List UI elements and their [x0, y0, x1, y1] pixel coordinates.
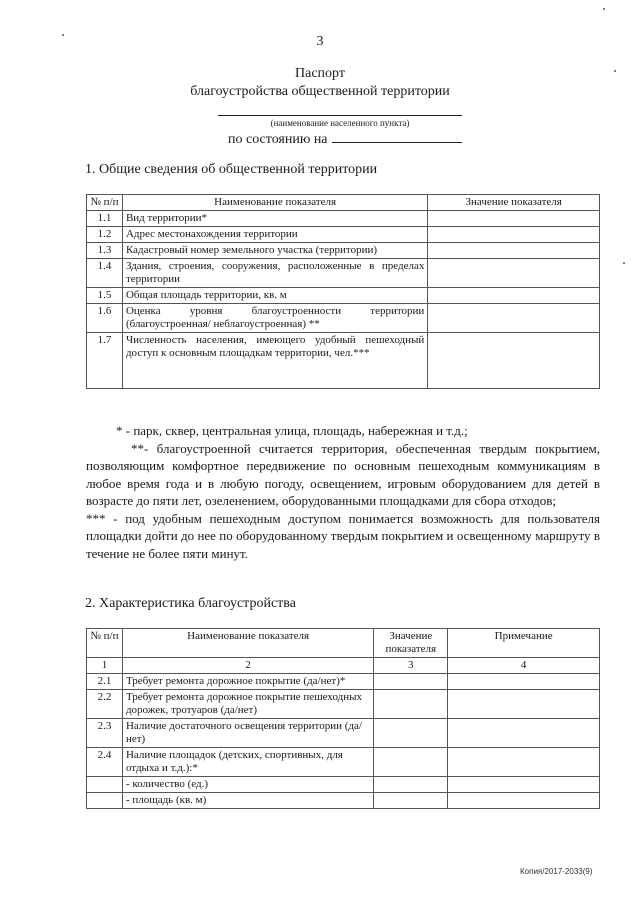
row-num: 1.3	[87, 243, 123, 259]
table-row	[87, 690, 600, 719]
row-num: 2.4	[87, 748, 123, 777]
row-name: Наличие площадок (детских, спортивных, для отдыха и т.д.):*	[122, 748, 373, 777]
header-value: Значение показателя	[374, 629, 448, 658]
row-note	[448, 690, 600, 719]
table-row	[87, 259, 600, 288]
row-num: 1.4	[87, 259, 123, 288]
table-header-row	[87, 629, 600, 658]
row-note	[448, 719, 600, 748]
document-subtitle: благоустройства общественной территории	[190, 84, 450, 99]
table-row	[87, 719, 600, 748]
row-name: - количество (ед.)	[122, 777, 373, 793]
row-value	[428, 304, 600, 333]
row-num: 1.5	[87, 288, 123, 304]
row-value	[428, 211, 600, 227]
row-value	[374, 690, 448, 719]
header-name: Наименование показателя	[122, 629, 373, 658]
row-name: Общая площадь территории, кв. м	[122, 288, 427, 304]
table-row	[87, 793, 600, 809]
table-row	[87, 748, 600, 777]
general-info-table	[86, 194, 600, 389]
improvement-table	[86, 628, 600, 809]
row-name: - площадь (кв. м)	[122, 793, 373, 809]
row-num: 1.2	[87, 227, 123, 243]
row-name: Кадастровый номер земельного участка (территории)	[122, 243, 427, 259]
header-value: Значение показателя	[428, 195, 600, 211]
as-of-blank	[332, 130, 462, 143]
row-name: Требует ремонта дорожное покрытие (да/нет)*	[122, 674, 373, 690]
row-name: Наличие достаточного освещения территории (да/нет)	[122, 719, 373, 748]
row-num: 2.3	[87, 719, 123, 748]
table-row	[87, 333, 600, 389]
header-num: № п/п	[87, 195, 123, 211]
col-number: 3	[374, 658, 448, 674]
footnotes	[86, 422, 600, 562]
col-number: 1	[87, 658, 123, 674]
column-number-row	[87, 658, 600, 674]
scan-speck	[623, 262, 625, 264]
table-row	[87, 227, 600, 243]
table-row	[87, 243, 600, 259]
as-of-label: по состоянию на	[228, 132, 328, 147]
locality-caption: (наименование населенного пункта)	[270, 118, 410, 128]
row-value	[374, 777, 448, 793]
table-row	[87, 288, 600, 304]
header-note: Примечание	[448, 629, 600, 658]
row-num: 1.7	[87, 333, 123, 389]
row-value	[428, 288, 600, 304]
row-name: Вид территории*	[122, 211, 427, 227]
row-value	[428, 259, 600, 288]
row-value	[428, 243, 600, 259]
footer-code: Копия/2017-2033(9)	[520, 867, 593, 876]
table-row	[87, 777, 600, 793]
row-name: Здания, строения, сооружения, расположенные в пределах территории	[122, 259, 427, 288]
row-num	[87, 793, 123, 809]
row-note	[448, 793, 600, 809]
row-note	[448, 777, 600, 793]
row-value	[428, 333, 600, 389]
row-num	[87, 777, 123, 793]
scan-speck	[603, 8, 605, 10]
table-row	[87, 211, 600, 227]
row-num: 2.1	[87, 674, 123, 690]
row-value	[374, 674, 448, 690]
row-value	[374, 748, 448, 777]
table-row	[87, 304, 600, 333]
section2-heading: 2. Характеристика благоустройства	[85, 596, 296, 611]
row-value	[374, 793, 448, 809]
footnote-3: *** - под удобным пешеходным доступом понимается возможность для пользователя площадки дойти до нее по оборудованному твердым покрытием и освещенному маршруту в течение не более пяти минут.	[86, 510, 600, 561]
row-value	[428, 227, 600, 243]
col-number: 4	[448, 658, 600, 674]
footnote-1: * - парк, сквер, центральная улица, площадь, набережная и т.д.;	[116, 423, 468, 438]
row-num: 2.2	[87, 690, 123, 719]
locality-blank-line	[218, 115, 462, 116]
footnote-2: **- благоустроенной считается территория, обеспеченная твердым покрытием, позволяющим комфортное передвижение по основным пешеходным коммуникациям в любое время года и в любую погоду, освещением, игровым оборудованием для детей в возрасте до пяти лет, озеленением, оборудованными площадками для сбора отходов;	[86, 440, 600, 508]
header-num: № п/п	[87, 629, 123, 658]
header-name: Наименование показателя	[122, 195, 427, 211]
document-title: Паспорт	[295, 66, 345, 81]
row-num: 1.6	[87, 304, 123, 333]
section1-heading: 1. Общие сведения об общественной территории	[85, 162, 378, 177]
row-note	[448, 748, 600, 777]
row-name: Требует ремонта дорожное покрытие пешеходных дорожек, тротуаров (да/нет)	[122, 690, 373, 719]
row-name: Оценка уровня благоустроенности территории (благоустроенная/ неблагоустроенная) **	[122, 304, 427, 333]
row-name: Численность населения, имеющего удобный пешеходный доступ к основным площадкам территории, чел.***	[122, 333, 427, 389]
col-number: 2	[122, 658, 373, 674]
row-name: Адрес местонахождения территории	[122, 227, 427, 243]
row-note	[448, 674, 600, 690]
row-value	[374, 719, 448, 748]
row-num: 1.1	[87, 211, 123, 227]
table-row	[87, 674, 600, 690]
as-of-line	[228, 130, 462, 148]
page-number: 3	[316, 34, 324, 49]
table-header-row	[87, 195, 600, 211]
